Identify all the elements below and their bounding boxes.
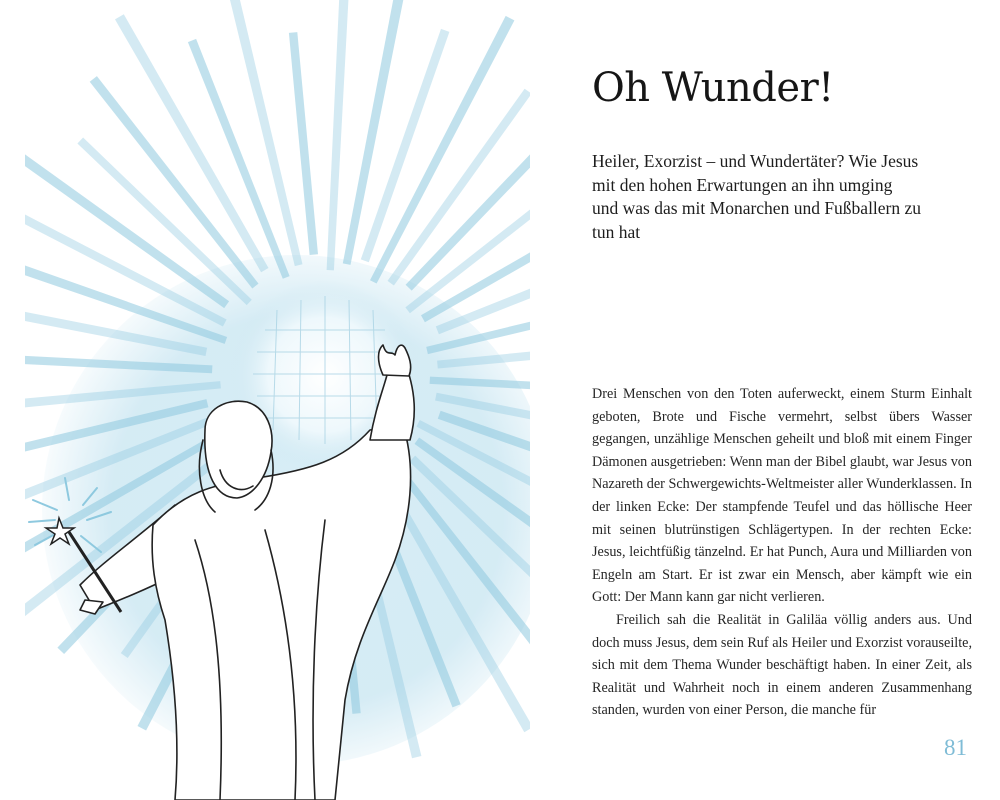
article-subtitle: Heiler, Exorzist – und Wundertäter? Wie Jesus mit den hohen Erwartungen an ihn umging und was das mit Monarchen und Fußballern zu tun hat	[592, 151, 922, 242]
sun-ray	[289, 32, 318, 255]
sun-ray	[327, 0, 349, 270]
paragraph: Freilich sah die Realität in Galiläa völlig anders aus. Und doch muss Jesus, dem sein Ruf als Heiler und Exorzist vorauseilte, sich mit dem Thema Wunder beschäftigt haben. In einer Zeit, als Realität und Wahrheit noch in einem anderen Zusammenhang standen, wurden von einer Person, die manche für	[592, 611, 972, 719]
article-body	[592, 383, 972, 722]
paragraph: Drei Menschen von den Toten auferweckt, einem Sturm Einhalt geboten, Brote und Fische vermehrt, selbst übers Wasser gegangen, unzählige Menschen geheilt und bloß mit einem Finger Dämonen ausgetrieben: Wenn man der Bibel glaubt, war Jesus von Nazareth der Schwergewichts-Weltmeister aller Wunderklassen. In der linken Ecke: Der stampfende Teufel und das höllische Heer mit seinen blutrünstigen Schlägertypen. In der rechten Ecke: Jesus, leichtfüßig tänzelnd. Er hat Punch, Aura und Milliarden von Engeln am Start. Er ist zwar ein Mensch, aber kämpft wie ein Gott: Der Mann kann gar nicht verlieren.	[592, 386, 972, 606]
jesus-illustration	[25, 0, 530, 800]
article-title: Oh Wunder!	[592, 65, 834, 111]
page-number: 81	[944, 735, 967, 760]
